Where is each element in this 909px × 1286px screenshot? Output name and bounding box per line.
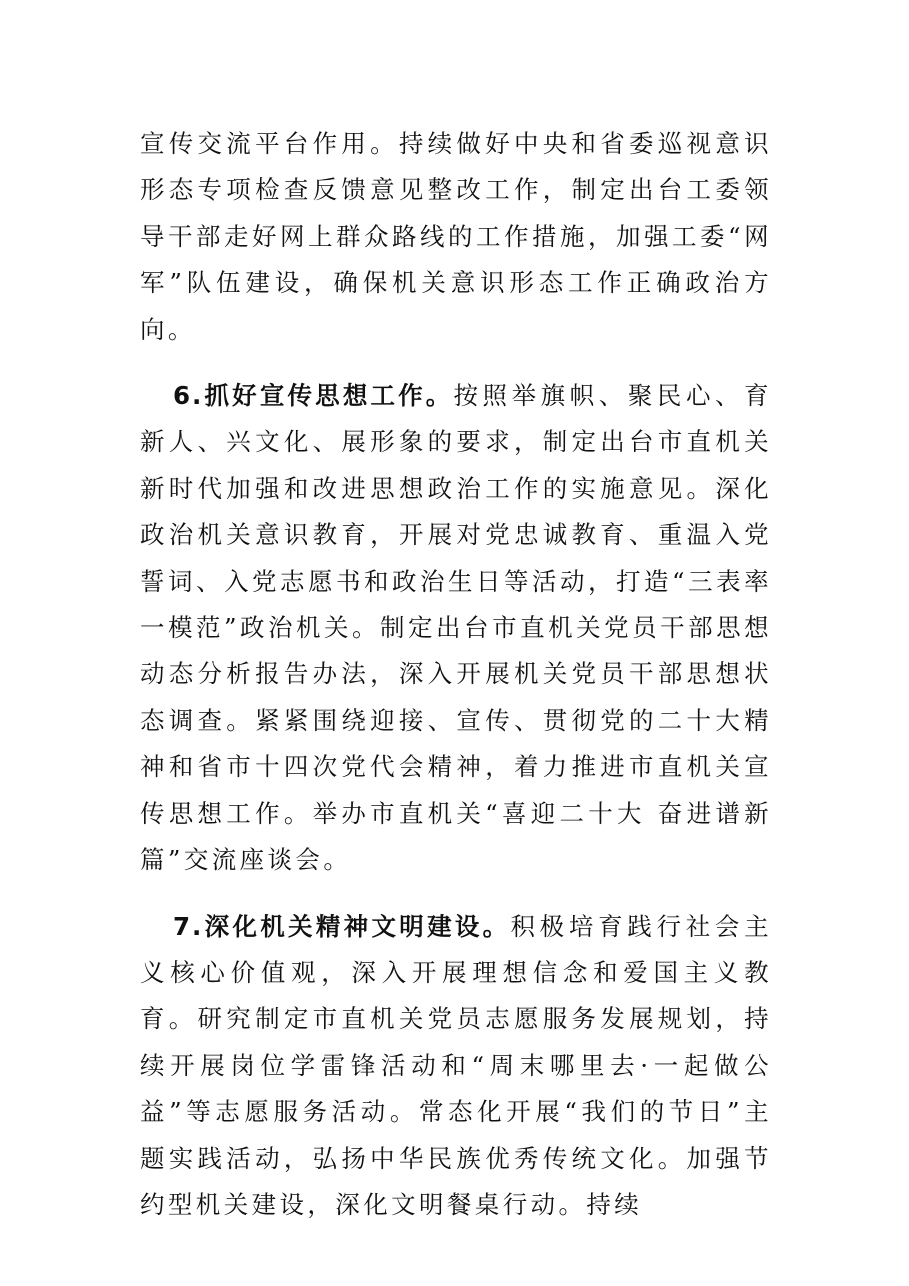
paragraph-text: 积极培育践行社会主义核心价值观，深入开展理想信念和爱国主义教育。研究制定市直机关党员志愿服务发展规划，持续开展岗位学雷锋活动和“周末哪里去·一起做公益”等志愿服务活动。常态化开展“我们的节日”主题实践活动，弘扬中华民族优秀传统文化。加强节约型机关建设，深化文明餐桌行动。持续 (140, 911, 772, 1219)
paragraph-publicity-work (140, 373, 772, 883)
section-heading-6: 6.抓好宣传思想工作。 (173, 381, 454, 411)
document-body (140, 121, 772, 1228)
section-heading-7: 7.深化机关精神文明建设。 (173, 911, 511, 941)
paragraph-text: 宣传交流平台作用。持续做好中央和省委巡视意识形态专项检查反馈意见整改工作，制定出台工委领导干部走好网上群众路线的工作措施，加强工委“网军”队伍建设，确保机关意识形态工作正确政治方向。 (140, 129, 772, 344)
paragraph-spiritual-civilization (140, 904, 772, 1229)
paragraph-text: 按照举旗帜、聚民心、育新人、兴文化、展形象的要求，制定出台市直机关新时代加强和改进思想政治工作的实施意见。深化政治机关意识教育，开展对党忠诚教育、重温入党誓词、入党志愿书和政治生日等活动，打造“三表率一模范”政治机关。制定出台市直机关党员干部思想动态分析报告办法，深入开展机关党员干部思想状态调查。紧紧围绕迎接、宣传、贯彻党的二十大精神和省市十四次党代会精神，着力推进市直机关宣传思想工作。举办市直机关“喜迎二十大 奋进谱新篇”交流座谈会。 (140, 381, 773, 875)
paragraph-continuation (140, 121, 772, 353)
